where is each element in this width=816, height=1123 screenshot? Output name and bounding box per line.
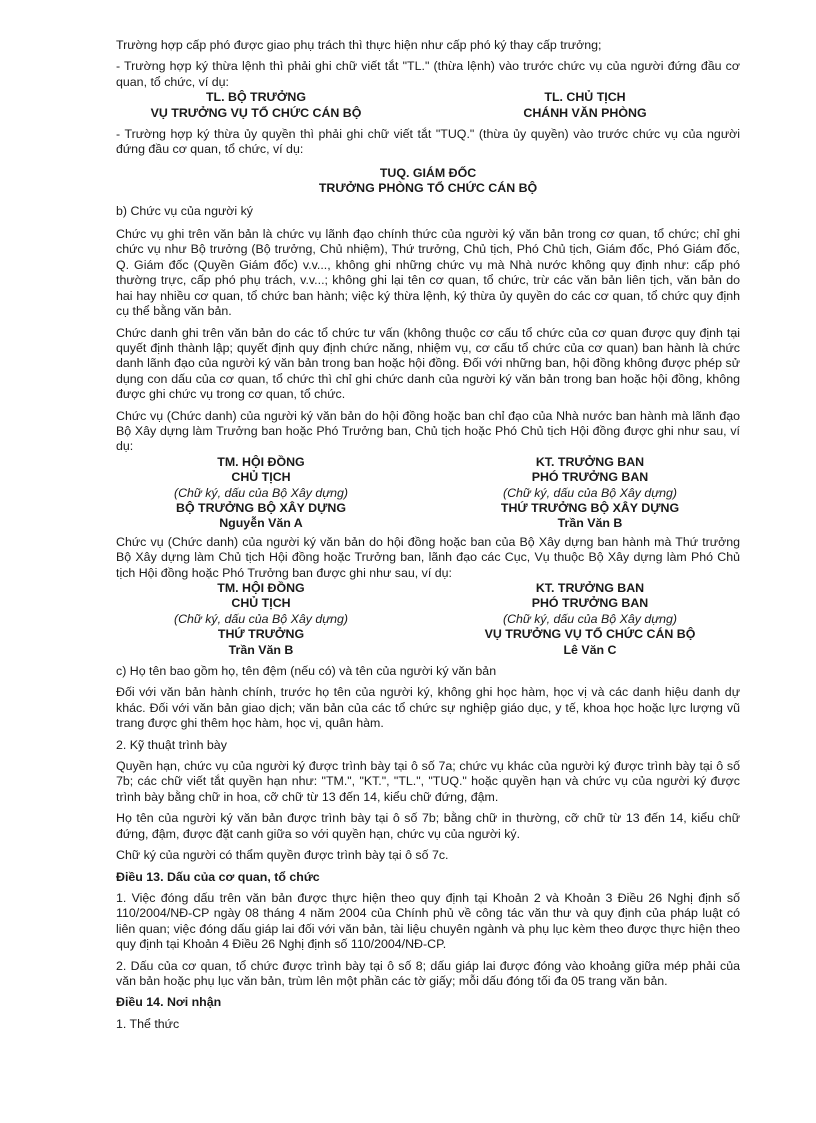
paragraph: Họ tên của người ký văn bản được trình bày tại ô số 7b; bằng chữ in thường, cỡ chữ từ 13 đến 14, kiểu chữ đứng, đậm, được đặt canh giữa so với quyền hạn, chức vụ của người ký.	[116, 811, 740, 841]
signature-note: (Chữ ký, dấu của Bộ Xây dựng)	[502, 611, 678, 626]
paragraph: 1. Thể thức	[116, 1016, 180, 1031]
paragraph: Chức danh ghi trên văn bản do các tổ chức tư vấn (không thuộc cơ cấu tổ chức của cơ quan được quy định tại quyết định thành lập; quyết định quy định chức năng, nhiệm vụ, cơ cấu tổ chức của cơ quan) ban hành là chức danh lãnh đạo của người ký văn bản trong ban hoặc hội đồng. Đối với những ban, hội đồng không được phép sử dụng con dấu của cơ quan, tổ chức thì chỉ ghi chức danh của người ký văn bản trong ban hoặc hội đồng, không được ghi chức vụ trong cơ quan, tổ chức.	[116, 325, 740, 402]
signature-line: CHỦ TỊCH	[231, 596, 291, 611]
signature-line: CHỦ TỊCH	[231, 470, 291, 485]
signature-example-2	[116, 581, 740, 658]
signature-line: TL. BỘ TRƯỞNG	[205, 90, 306, 105]
paragraph: - Trường hợp ký thừa ủy quyền thì phải ghi chữ viết tắt "TUQ." (thừa ủy quyền) vào trước chức vụ của người đứng đầu cơ quan, tổ chức, ví dụ:	[116, 127, 740, 157]
signature-block-right	[440, 581, 740, 658]
paragraph: c) Họ tên bao gồm họ, tên đệm (nếu có) và tên của người ký văn bản	[116, 664, 497, 679]
signature-note: (Chữ ký, dấu của Bộ Xây dựng)	[173, 611, 349, 626]
signature-line: TL. CHỦ TỊCH	[544, 90, 626, 105]
signer-name: Trần Văn B	[557, 516, 623, 531]
signature-line: VỤ TRƯỞNG VỤ TỔ CHỨC CÁN BỘ	[150, 105, 362, 120]
paragraph: Đối với văn bản hành chính, trước họ tên của người ký, không ghi học hàm, học vị và các danh hiệu danh dự khác. Đối với văn bản giao dịch; văn bản của các tổ chức sự nghiệp giáo dục, y tế, khoa học hoặc lực lượng vũ trang được ghi thêm học hàm, học vị, quân hàm.	[116, 685, 740, 731]
paragraph: b) Chức vụ của người ký	[116, 203, 253, 218]
paragraph: 2. Kỹ thuật trình bày	[116, 737, 227, 752]
paragraph: 2. Dấu của cơ quan, tổ chức được trình bày tại ô số 8; dấu giáp lai được đóng vào khoảng giữa mép phải của văn bản hoặc phụ lục văn bản, trùm lên một phần các tờ giấy; mỗi dấu đóng tối đa 05 trang văn bản.	[116, 958, 740, 988]
signature-block-left	[116, 455, 406, 532]
paragraph: 1. Việc đóng dấu trên văn bản được thực hiện theo quy định tại Khoản 2 và Khoản 3 Điều 26 Nghị định số 110/2004/NĐ-CP ngày 08 tháng 4 năm 2004 của Chính phủ về công tác văn thư và quy định của pháp luật có liên quan; việc đóng dấu giáp lai đối với văn bản, tài liệu chuyên ngành và phụ lục kèm theo được thực hiện theo quy định tại Khoản 4 Điều 26 Nghị định số 110/2004/NĐ-CP.	[116, 890, 740, 952]
signature-line: CHÁNH VĂN PHÒNG	[523, 105, 647, 120]
signer-name: Trần Văn B	[228, 642, 294, 657]
signature-line: THỨ TRƯỞNG	[217, 627, 305, 642]
document-page	[116, 38, 740, 1032]
signature-line: TUQ. GIÁM ĐỐC	[379, 165, 477, 180]
signature-line: TRƯỞNG PHÒNG TỔ CHỨC CÁN BỘ	[318, 181, 538, 196]
paragraph: Chữ ký của người có thẩm quyền được trình bày tại ô số 7c.	[116, 848, 449, 863]
signature-example-1	[116, 455, 740, 532]
signature-block-left	[106, 90, 406, 121]
paragraph: Chức vụ ghi trên văn bản là chức vụ lãnh đạo chính thức của người ký văn bản trong cơ quan, tổ chức; chỉ ghi chức vụ như Bộ trưởng (Bộ trưởng, Chủ nhiệm), Thứ trưởng, Chủ tịch, Phó Chủ tịch, Giám đốc, Phó Giám đốc, Q. Giám đốc (Quyền Giám đốc) v.v..., không ghi những chức vụ mà Nhà nước không quy định như: cấp phó thường trực, cấp phó phụ trách, v.v...; không ghi lại tên cơ quan, tổ chức, trừ các văn bản liên tịch, văn bản do hai hay nhiều cơ quan, tổ chức ban hành; việc ký thừa lệnh, ký thừa ủy quyền do các cơ quan, tổ chức quy định cụ thể bằng văn bản.	[116, 227, 740, 319]
signature-block-right	[460, 90, 710, 121]
signature-line: KT. TRƯỞNG BAN	[535, 454, 645, 469]
signature-line: VỤ TRƯỞNG VỤ TỔ CHỨC CÁN BỘ	[484, 627, 696, 642]
section-heading: Điều 14. Nơi nhận	[116, 995, 222, 1010]
signature-line: PHÓ TRƯỞNG BAN	[531, 470, 649, 485]
signer-name: Lê Văn C	[563, 642, 617, 657]
signature-block-left	[116, 581, 406, 658]
signature-line: PHÓ TRƯỞNG BAN	[531, 596, 649, 611]
section-heading: Điều 13. Dấu của cơ quan, tổ chức	[116, 869, 320, 884]
paragraph: Trường hợp cấp phó được giao phụ trách thì thực hiện như cấp phó ký thay cấp trưởng;	[116, 38, 602, 52]
signature-block-right	[440, 455, 740, 532]
signature-example-tl	[116, 90, 740, 121]
paragraph: - Trường hợp ký thừa lệnh thì phải ghi chữ viết tắt "TL." (thừa lệnh) vào trước chức vụ của người đứng đầu cơ quan, tổ chức, ví dụ:	[116, 59, 740, 89]
signature-note: (Chữ ký, dấu của Bộ Xây dựng)	[173, 485, 349, 500]
signature-note: (Chữ ký, dấu của Bộ Xây dựng)	[502, 485, 678, 500]
signature-example-tuq	[116, 166, 740, 197]
signature-line: THỨ TRƯỞNG BỘ XÂY DỰNG	[500, 500, 680, 515]
paragraph: Chức vụ (Chức danh) của người ký văn bản do hội đồng hoặc ban của Bộ Xây dựng ban hành mà Thứ trưởng Bộ Xây dựng làm Chủ tịch Hội đồng hoặc Trưởng ban, lãnh đạo các Cục, Vụ thuộc Bộ Xây dựng làm Phó Chủ tịch Hội đồng hoặc Phó Trưởng ban được ghi như sau, ví dụ:	[116, 534, 740, 580]
paragraph: Quyền hạn, chức vụ của người ký được trình bày tại ô số 7a; chức vụ khác của người ký được trình bày tại ô số 7b; các chữ viết tắt quyền hạn như: "TM.", "KT.", "TL.", "TUQ." hoặc quyền hạn và chức vụ của người ký được trình bày bằng chữ in hoa, cỡ chữ từ 13 đến 14, kiểu chữ đứng, đậm.	[116, 759, 740, 804]
signature-line: TM. HỘI ĐỒNG	[217, 581, 305, 595]
paragraph: Chức vụ (Chức danh) của người ký văn bản do hội đồng hoặc ban chỉ đạo của Nhà nước ban hành mà lãnh đạo Bộ Xây dựng làm Trưởng ban hoặc Phó Trưởng ban, Chủ tịch hoặc Phó Chủ tịch Hội đồng được ghi như sau, ví dụ:	[116, 408, 740, 454]
signer-name: Nguyễn Văn A	[219, 516, 303, 531]
signature-line: TM. HỘI ĐỒNG	[217, 454, 305, 469]
signature-line: KT. TRƯỞNG BAN	[535, 581, 645, 595]
signature-line: BỘ TRƯỞNG BỘ XÂY DỰNG	[176, 500, 346, 515]
